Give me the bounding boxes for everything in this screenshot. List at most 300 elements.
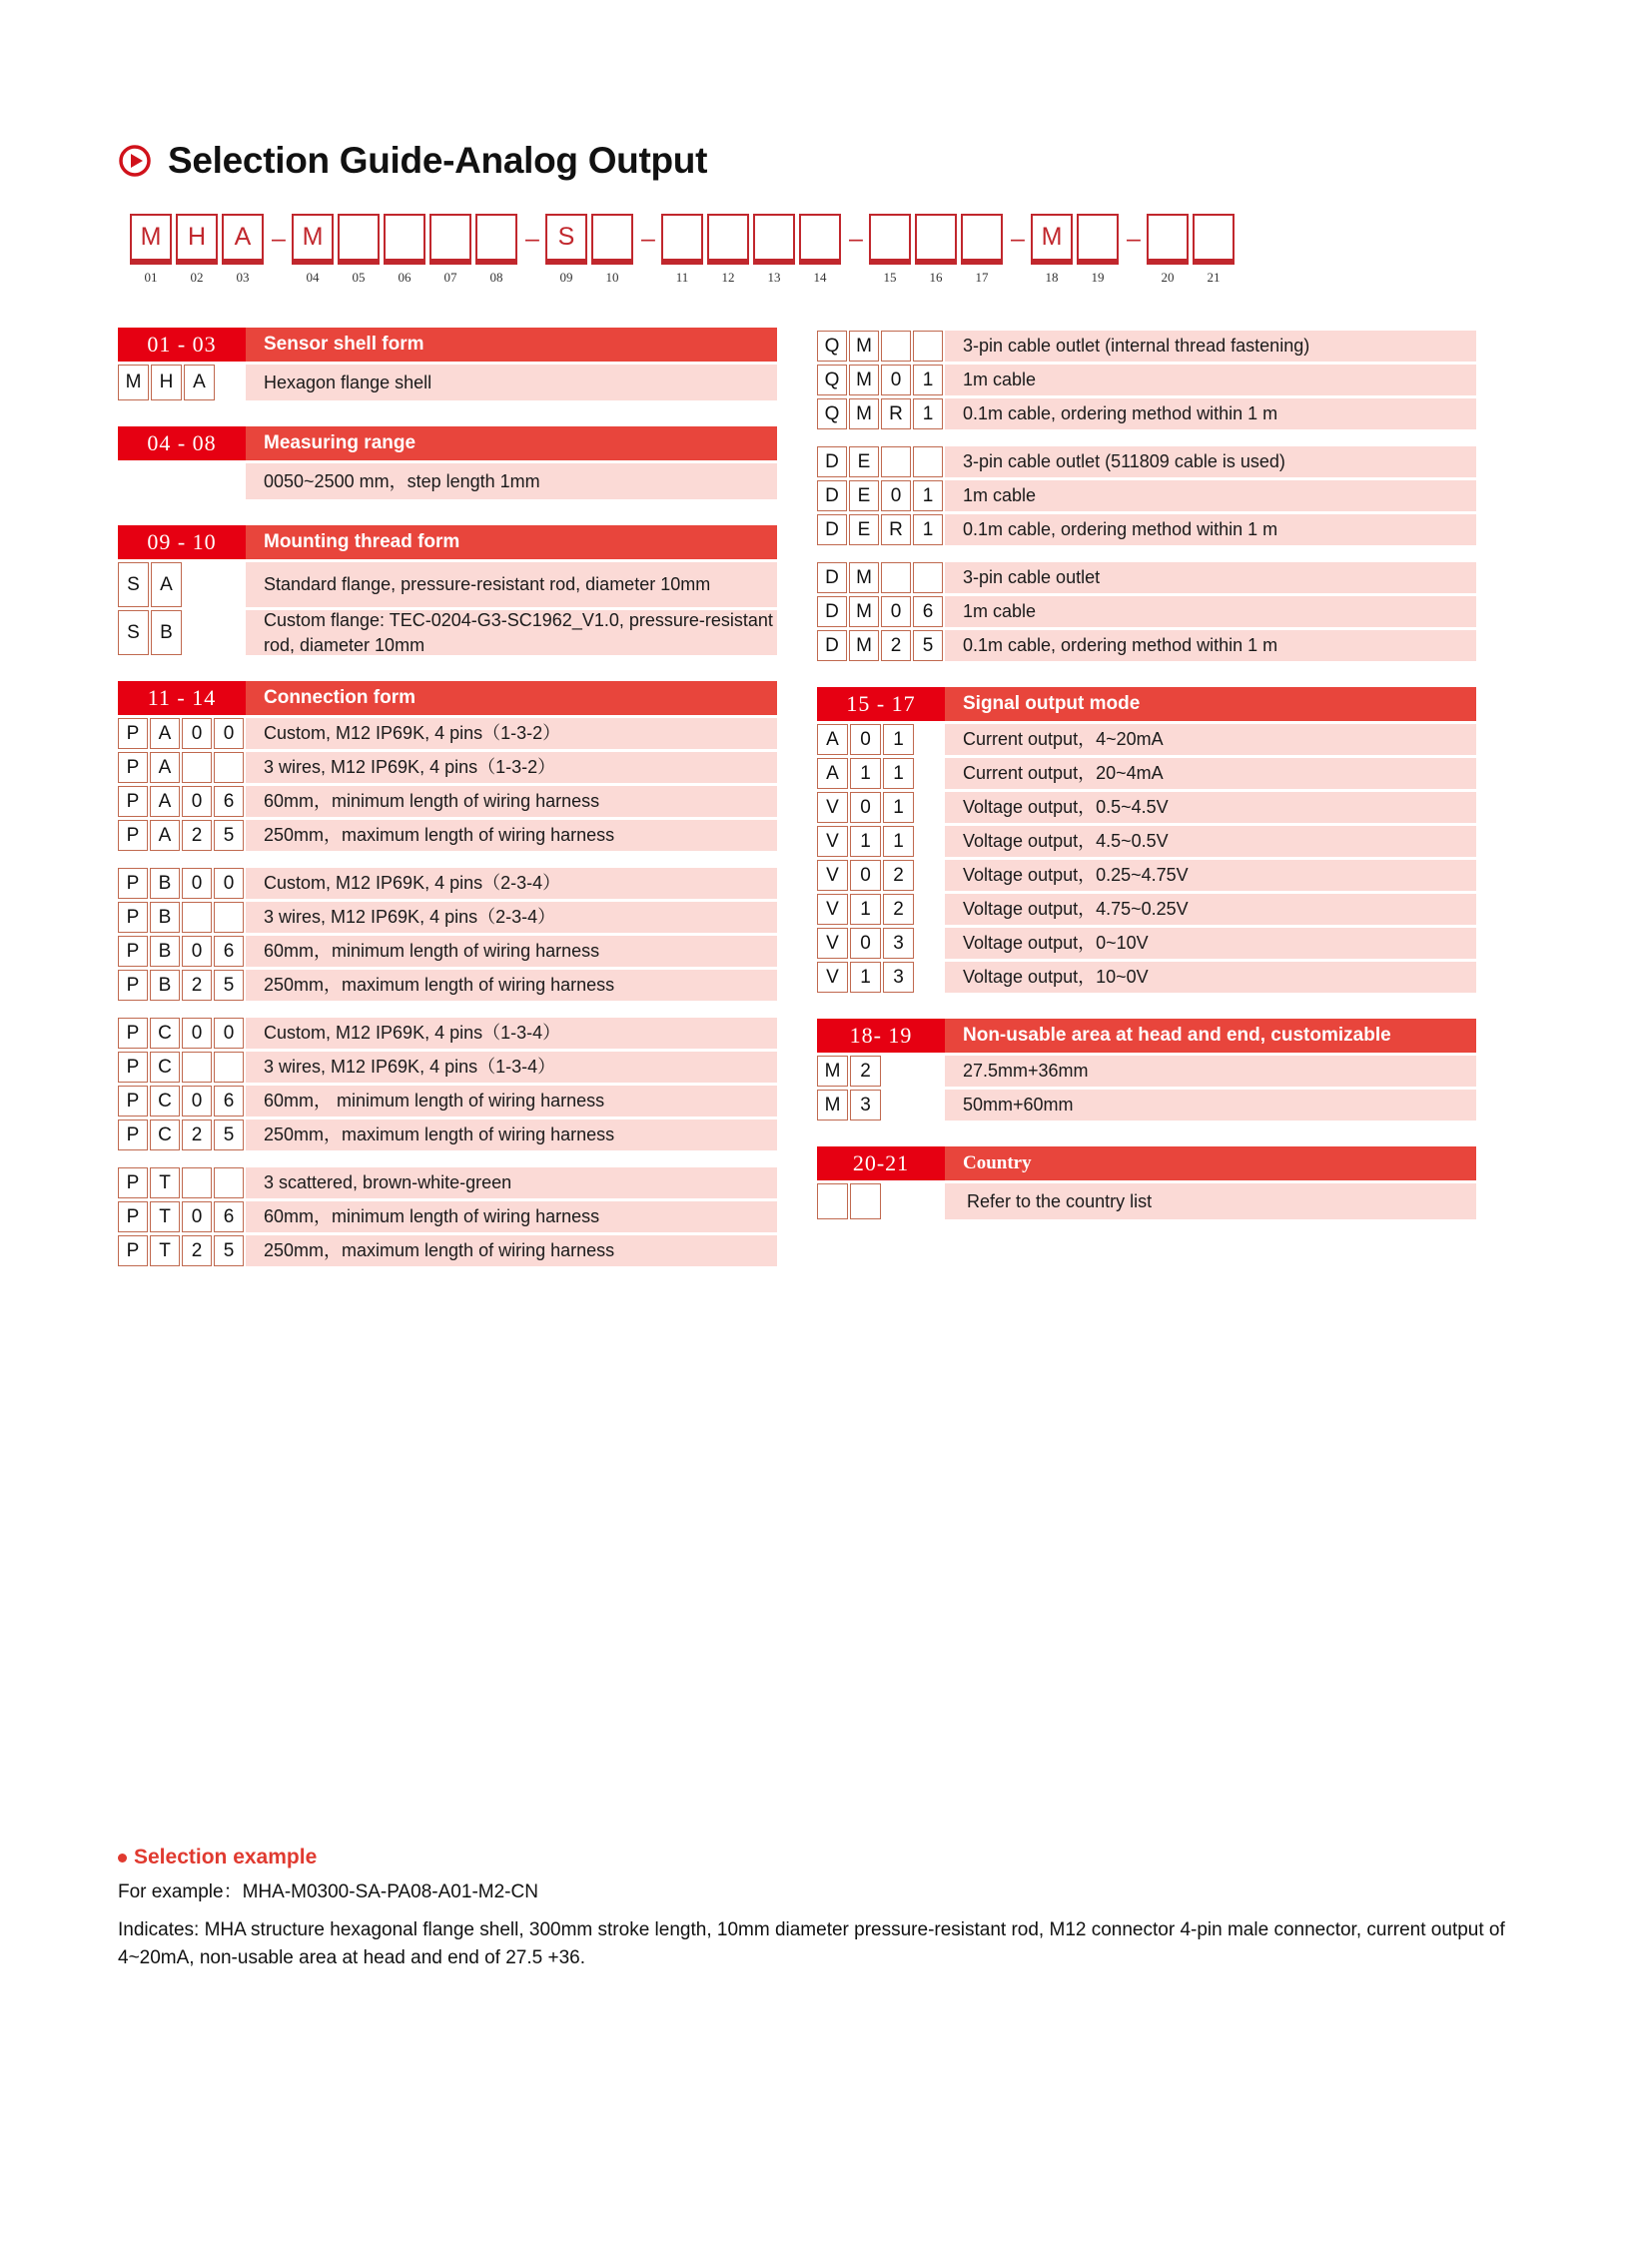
code-cell bbox=[881, 331, 911, 362]
code-cell: 0 bbox=[214, 868, 244, 899]
section-title: Country bbox=[945, 1146, 1476, 1180]
table-row bbox=[817, 480, 1476, 511]
code-cell: C bbox=[150, 1018, 180, 1049]
row-code-cells bbox=[118, 1052, 246, 1083]
section-country bbox=[817, 1146, 1476, 1219]
table-row bbox=[817, 365, 1476, 395]
code-cell bbox=[214, 1052, 244, 1083]
table-row bbox=[817, 826, 1476, 857]
section-cable-outlet bbox=[817, 331, 1476, 661]
code-cell: 2 bbox=[881, 630, 911, 661]
code-cell: 0 bbox=[182, 868, 212, 899]
code-position-number: 08 bbox=[489, 270, 503, 285]
code-cell: Q bbox=[817, 365, 847, 395]
row-description: 250mm，maximum length of wiring harness bbox=[246, 970, 777, 1001]
code-cell: S bbox=[118, 610, 149, 655]
row-description: Voltage output，0.25~4.75V bbox=[945, 860, 1476, 891]
section-nonusable-area bbox=[817, 1019, 1476, 1121]
code-cell: M bbox=[817, 1090, 848, 1121]
code-cell: P bbox=[118, 1018, 148, 1049]
code-cell: 0 bbox=[182, 1201, 212, 1232]
code-position-number: 12 bbox=[721, 270, 735, 285]
code-position-box[interactable]: M bbox=[1031, 214, 1073, 265]
code-cell: M bbox=[849, 365, 879, 395]
code-cell: P bbox=[118, 1167, 148, 1198]
selection-example bbox=[118, 1846, 1546, 1973]
code-position-box[interactable] bbox=[338, 214, 380, 265]
code-cell: A bbox=[817, 724, 848, 755]
code-position-box[interactable]: M bbox=[292, 214, 334, 265]
code-position-number: 21 bbox=[1207, 270, 1221, 285]
row-description: Custom, M12 IP69K, 4 pins（1-3-4） bbox=[246, 1018, 777, 1049]
row-code-cells bbox=[118, 902, 246, 933]
example-part-number: For example：MHA-M0300-SA-PA08-A01-M2-CN bbox=[118, 1881, 538, 1902]
code-cell: 0 bbox=[881, 596, 911, 627]
table-row bbox=[118, 752, 777, 783]
table-row bbox=[118, 562, 777, 607]
selection-example-heading bbox=[118, 1846, 1546, 1869]
code-position-number: 07 bbox=[443, 270, 457, 285]
code-cell: 6 bbox=[913, 596, 943, 627]
code-position-number: 13 bbox=[767, 270, 781, 285]
code-cell: A bbox=[150, 752, 180, 783]
code-cell: 1 bbox=[850, 758, 881, 789]
row-description: 1m cable bbox=[945, 365, 1476, 395]
table-row bbox=[817, 331, 1476, 362]
section-connection-form bbox=[118, 681, 777, 1266]
code-cell: 2 bbox=[883, 894, 914, 925]
table-row bbox=[118, 1052, 777, 1083]
table-row bbox=[118, 365, 777, 400]
table-row bbox=[118, 970, 777, 1001]
row-description: 3 wires, M12 IP69K, 4 pins（1-3-2） bbox=[246, 752, 777, 783]
play-circle-icon bbox=[118, 144, 152, 178]
code-cell bbox=[182, 752, 212, 783]
row-description: Voltage output，0~10V bbox=[945, 928, 1476, 959]
row-code-cells bbox=[817, 596, 945, 627]
row-description: 3-pin cable outlet (511809 cable is used) bbox=[945, 446, 1476, 477]
code-cell: M bbox=[849, 398, 879, 429]
table-row bbox=[817, 792, 1476, 823]
code-cell: P bbox=[118, 1120, 148, 1150]
code-cell bbox=[913, 446, 943, 477]
code-cell: T bbox=[150, 1167, 180, 1198]
section-header bbox=[118, 681, 777, 715]
code-separator: – bbox=[641, 225, 655, 253]
code-position-number: 19 bbox=[1091, 270, 1105, 285]
code-cell: 1 bbox=[883, 724, 914, 755]
code-position-box[interactable]: S bbox=[545, 214, 587, 265]
row-description: Voltage output，4.5~0.5V bbox=[945, 826, 1476, 857]
code-position-box[interactable] bbox=[915, 214, 957, 265]
code-cell: 0 bbox=[850, 792, 881, 823]
row-description: 3-pin cable outlet bbox=[945, 562, 1476, 593]
row-code-cells bbox=[817, 894, 945, 925]
code-cell: 3 bbox=[850, 1090, 881, 1121]
row-code-cells bbox=[817, 446, 945, 477]
code-cell: 5 bbox=[214, 1120, 244, 1150]
code-position-number: 11 bbox=[675, 270, 689, 285]
row-description: 250mm，maximum length of wiring harness bbox=[246, 1120, 777, 1150]
row-code-cells bbox=[118, 365, 246, 400]
table-row bbox=[118, 1120, 777, 1150]
code-cell: 0 bbox=[881, 365, 911, 395]
code-cell: 2 bbox=[182, 820, 212, 851]
row-code-cells bbox=[817, 514, 945, 545]
row-description: Current output，4~20mA bbox=[945, 724, 1476, 755]
code-cell: P bbox=[118, 786, 148, 817]
code-cell: A bbox=[184, 365, 215, 400]
code-cell: 3 bbox=[883, 928, 914, 959]
section-header bbox=[118, 426, 777, 460]
code-cell: C bbox=[150, 1086, 180, 1117]
code-cell: 5 bbox=[214, 820, 244, 851]
code-cell: P bbox=[118, 1235, 148, 1266]
code-cell: S bbox=[118, 562, 149, 607]
code-cell: P bbox=[118, 936, 148, 967]
code-cell: R bbox=[881, 514, 911, 545]
row-description: Standard flange, pressure-resistant rod, diameter 10mm bbox=[246, 562, 777, 607]
row-description: 1m cable bbox=[945, 596, 1476, 627]
code-cell: Q bbox=[817, 398, 847, 429]
code-position-number: 17 bbox=[975, 270, 989, 285]
code-position-number: 20 bbox=[1161, 270, 1175, 285]
row-description: Current output，20~4mA bbox=[945, 758, 1476, 789]
code-cell: M bbox=[849, 596, 879, 627]
code-position-number: 18 bbox=[1045, 270, 1059, 285]
section-header bbox=[118, 525, 777, 559]
row-code-cells bbox=[817, 724, 945, 755]
code-cell: A bbox=[817, 758, 848, 789]
code-cell: 0 bbox=[881, 480, 911, 511]
code-cell: C bbox=[150, 1120, 180, 1150]
code-separator: – bbox=[1127, 225, 1141, 253]
code-position-box[interactable] bbox=[869, 214, 911, 265]
code-cell: 0 bbox=[850, 724, 881, 755]
code-cell: A bbox=[150, 820, 180, 851]
page-title bbox=[118, 0, 1534, 182]
row-code-cells bbox=[817, 962, 945, 993]
code-cell: E bbox=[849, 446, 879, 477]
code-position-box[interactable] bbox=[1147, 214, 1189, 265]
code-cell: P bbox=[118, 718, 148, 749]
table-row bbox=[817, 446, 1476, 477]
section-badge: 18- 19 bbox=[817, 1019, 945, 1053]
row-description: 60mm，minimum length of wiring harness bbox=[246, 936, 777, 967]
nonusable-rows bbox=[817, 1056, 1476, 1121]
code-cell: 5 bbox=[913, 630, 943, 661]
code-position-number: 04 bbox=[306, 270, 320, 285]
code-cell: B bbox=[151, 610, 182, 655]
code-cell bbox=[214, 1167, 244, 1198]
table-row bbox=[118, 902, 777, 933]
row-description: 3 scattered, brown-white-green bbox=[246, 1167, 777, 1198]
row-code-cells bbox=[118, 970, 246, 1001]
code-position-number: 06 bbox=[398, 270, 412, 285]
selection-example-title: Selection example bbox=[134, 1846, 318, 1868]
row-description: 0.1m cable, ordering method within 1 m bbox=[945, 398, 1476, 429]
section-measuring-range bbox=[118, 426, 777, 499]
section-header bbox=[817, 1146, 1476, 1180]
code-cell: D bbox=[817, 514, 847, 545]
code-position-box[interactable] bbox=[1193, 214, 1235, 265]
code-cell: 0 bbox=[182, 936, 212, 967]
code-cell: 2 bbox=[182, 1235, 212, 1266]
code-position-box[interactable] bbox=[429, 214, 471, 265]
code-position-box[interactable] bbox=[384, 214, 425, 265]
row-description: 60mm， minimum length of wiring harness bbox=[246, 1086, 777, 1117]
code-cell: 0 bbox=[214, 1018, 244, 1049]
row-code-cells bbox=[118, 718, 246, 749]
code-cell: M bbox=[849, 331, 879, 362]
code-position-box[interactable] bbox=[961, 214, 1003, 265]
row-description: Voltage output，0.5~4.5V bbox=[945, 792, 1476, 823]
row-description: 3 wires, M12 IP69K, 4 pins（1-3-4） bbox=[246, 1052, 777, 1083]
code-cell bbox=[182, 902, 212, 933]
row-description: 27.5mm+36mm bbox=[945, 1056, 1476, 1087]
code-cell: 2 bbox=[182, 970, 212, 1001]
row-description: 0.1m cable, ordering method within 1 m bbox=[945, 514, 1476, 545]
code-cell: E bbox=[849, 480, 879, 511]
code-cell: A bbox=[150, 786, 180, 817]
table-row bbox=[817, 928, 1476, 959]
code-cell: 6 bbox=[214, 786, 244, 817]
row-code-cells bbox=[817, 331, 945, 362]
table-row bbox=[817, 562, 1476, 593]
row-code-cells bbox=[817, 1090, 945, 1121]
code-cell bbox=[850, 1183, 881, 1219]
row-description: 250mm，maximum length of wiring harness bbox=[246, 1235, 777, 1266]
row-code-cells bbox=[817, 398, 945, 429]
row-description: Hexagon flange shell bbox=[246, 365, 777, 400]
code-position-number: 03 bbox=[236, 270, 250, 285]
code-cell bbox=[881, 562, 911, 593]
code-cell: M bbox=[849, 562, 879, 593]
code-cell: Q bbox=[817, 331, 847, 362]
code-cell: A bbox=[150, 718, 180, 749]
code-cell: 0 bbox=[182, 1018, 212, 1049]
code-cell: 5 bbox=[214, 970, 244, 1001]
row-description: 3-pin cable outlet (internal thread fastening) bbox=[945, 331, 1476, 362]
code-position-number: 14 bbox=[813, 270, 827, 285]
row-description: Custom, M12 IP69K, 4 pins（1-3-2） bbox=[246, 718, 777, 749]
page-title-text: Selection Guide-Analog Output bbox=[168, 140, 708, 181]
code-position-box[interactable] bbox=[475, 214, 517, 265]
row-code-cells bbox=[817, 1056, 945, 1087]
code-cell: B bbox=[150, 902, 180, 933]
code-cell: 0 bbox=[182, 1086, 212, 1117]
section-header bbox=[118, 328, 777, 362]
section-title: Measuring range bbox=[246, 426, 777, 460]
section-title: Mounting thread form bbox=[246, 525, 777, 559]
code-cell bbox=[214, 902, 244, 933]
code-cell: T bbox=[150, 1201, 180, 1232]
code-cell: 0 bbox=[850, 928, 881, 959]
row-code-cells bbox=[817, 562, 945, 593]
code-cell: P bbox=[118, 820, 148, 851]
table-row bbox=[118, 1086, 777, 1117]
code-cell: V bbox=[817, 792, 848, 823]
code-cell: C bbox=[150, 1052, 180, 1083]
row-code-cells bbox=[118, 1201, 246, 1232]
section-title: Signal output mode bbox=[945, 687, 1476, 721]
code-cell: T bbox=[150, 1235, 180, 1266]
code-cell: B bbox=[150, 868, 180, 899]
connection-rows bbox=[118, 718, 777, 1266]
row-code-cells bbox=[118, 610, 246, 655]
row-code-cells bbox=[118, 463, 246, 499]
code-cell: 1 bbox=[913, 398, 943, 429]
section-mounting-thread bbox=[118, 525, 777, 655]
code-cell: 1 bbox=[883, 792, 914, 823]
code-position-box[interactable] bbox=[799, 214, 841, 265]
section-badge: 15 - 17 bbox=[817, 687, 945, 721]
code-cell: 1 bbox=[883, 758, 914, 789]
row-description: 60mm，minimum length of wiring harness bbox=[246, 786, 777, 817]
table-row bbox=[817, 398, 1476, 429]
code-cell: 0 bbox=[214, 718, 244, 749]
code-position-box[interactable]: H bbox=[176, 214, 218, 265]
section-signal-output bbox=[817, 687, 1476, 993]
code-cell bbox=[817, 1183, 848, 1219]
table-row bbox=[817, 758, 1476, 789]
row-code-cells bbox=[817, 480, 945, 511]
row-code-cells bbox=[118, 868, 246, 899]
table-row bbox=[817, 962, 1476, 993]
code-cell: M bbox=[849, 630, 879, 661]
code-position-box[interactable]: M bbox=[130, 214, 172, 265]
code-position-number: 05 bbox=[352, 270, 366, 285]
code-cell: 0 bbox=[182, 786, 212, 817]
row-description: Voltage output，4.75~0.25V bbox=[945, 894, 1476, 925]
row-description: 0050~2500 mm，step length 1mm bbox=[246, 463, 777, 499]
bullet-dot-icon bbox=[118, 1854, 127, 1863]
code-cell bbox=[913, 562, 943, 593]
code-cell: B bbox=[150, 936, 180, 967]
code-position-box[interactable]: A bbox=[222, 214, 264, 265]
code-cell: E bbox=[849, 514, 879, 545]
code-cell bbox=[881, 446, 911, 477]
code-position-box[interactable] bbox=[1077, 214, 1119, 265]
row-description: Custom, M12 IP69K, 4 pins（2-3-4） bbox=[246, 868, 777, 899]
code-cell: 1 bbox=[913, 365, 943, 395]
code-cell bbox=[182, 1167, 212, 1198]
code-position-box[interactable] bbox=[753, 214, 795, 265]
row-description: 50mm+60mm bbox=[945, 1090, 1476, 1121]
row-code-cells bbox=[817, 928, 945, 959]
code-cell: D bbox=[817, 562, 847, 593]
code-cell: P bbox=[118, 752, 148, 783]
code-cell: P bbox=[118, 1052, 148, 1083]
row-code-cells bbox=[817, 758, 945, 789]
row-code-cells bbox=[118, 820, 246, 851]
code-cell: D bbox=[817, 596, 847, 627]
row-code-cells bbox=[817, 630, 945, 661]
row-code-cells bbox=[817, 1183, 945, 1219]
code-cell: 3 bbox=[883, 962, 914, 993]
table-row bbox=[817, 1090, 1476, 1121]
row-code-cells bbox=[817, 365, 945, 395]
code-cell: V bbox=[817, 928, 848, 959]
code-cell: 6 bbox=[214, 1201, 244, 1232]
row-code-cells bbox=[817, 860, 945, 891]
part-code-diagram bbox=[118, 214, 1534, 286]
section-title: Non-usable area at head and end, customizable bbox=[945, 1019, 1476, 1053]
code-separator: – bbox=[849, 225, 863, 253]
row-code-cells bbox=[118, 1086, 246, 1117]
code-cell: V bbox=[817, 826, 848, 857]
code-position-number: 15 bbox=[883, 270, 897, 285]
code-separator: – bbox=[1011, 225, 1025, 253]
table-row bbox=[817, 724, 1476, 755]
section-header bbox=[817, 687, 1476, 721]
code-position-box[interactable] bbox=[661, 214, 703, 265]
code-position-number: 16 bbox=[929, 270, 943, 285]
code-position-box[interactable] bbox=[707, 214, 749, 265]
code-cell: R bbox=[881, 398, 911, 429]
table-row bbox=[118, 868, 777, 899]
code-cell: D bbox=[817, 446, 847, 477]
code-cell: 0 bbox=[182, 718, 212, 749]
table-row bbox=[817, 596, 1476, 627]
table-row bbox=[118, 786, 777, 817]
row-description: Refer to the country list bbox=[945, 1183, 1476, 1219]
row-description: 60mm，minimum length of wiring harness bbox=[246, 1201, 777, 1232]
code-cell: 1 bbox=[913, 480, 943, 511]
code-cell: V bbox=[817, 894, 848, 925]
table-row bbox=[817, 1056, 1476, 1087]
section-badge: 09 - 10 bbox=[118, 525, 246, 559]
cable-outlet-rows bbox=[817, 331, 1476, 661]
code-cell: D bbox=[817, 630, 847, 661]
table-row bbox=[118, 1018, 777, 1049]
table-row bbox=[118, 1201, 777, 1232]
section-title: Sensor shell form bbox=[246, 328, 777, 362]
code-cell: D bbox=[817, 480, 847, 511]
row-code-cells bbox=[817, 826, 945, 857]
section-header bbox=[817, 1019, 1476, 1053]
row-code-cells bbox=[118, 786, 246, 817]
code-cell: 1 bbox=[850, 826, 881, 857]
code-cell: P bbox=[118, 1201, 148, 1232]
section-title: Connection form bbox=[246, 681, 777, 715]
table-row bbox=[118, 610, 777, 655]
code-cell: 2 bbox=[850, 1056, 881, 1087]
code-cell: 0 bbox=[850, 860, 881, 891]
code-position-box[interactable] bbox=[591, 214, 633, 265]
row-code-cells bbox=[817, 792, 945, 823]
code-cell: P bbox=[118, 902, 148, 933]
table-row bbox=[118, 463, 777, 499]
row-description: 3 wires, M12 IP69K, 4 pins（2-3-4） bbox=[246, 902, 777, 933]
code-cell: H bbox=[151, 365, 182, 400]
row-code-cells bbox=[118, 936, 246, 967]
code-cell: B bbox=[150, 970, 180, 1001]
code-cell: 1 bbox=[913, 514, 943, 545]
table-row bbox=[118, 936, 777, 967]
code-separator: – bbox=[525, 225, 539, 253]
code-separator: – bbox=[272, 225, 286, 253]
code-cell: V bbox=[817, 962, 848, 993]
row-description: Custom flange: TEC-0204-G3-SC1962_V1.0, pressure-resistant rod, diameter 10mm bbox=[246, 610, 777, 655]
section-badge: 04 - 08 bbox=[118, 426, 246, 460]
table-row bbox=[118, 1167, 777, 1198]
section-badge: 11 - 14 bbox=[118, 681, 246, 715]
code-cell: P bbox=[118, 1086, 148, 1117]
code-cell bbox=[182, 1052, 212, 1083]
section-badge: 01 - 03 bbox=[118, 328, 246, 362]
row-description: Voltage output，10~0V bbox=[945, 962, 1476, 993]
